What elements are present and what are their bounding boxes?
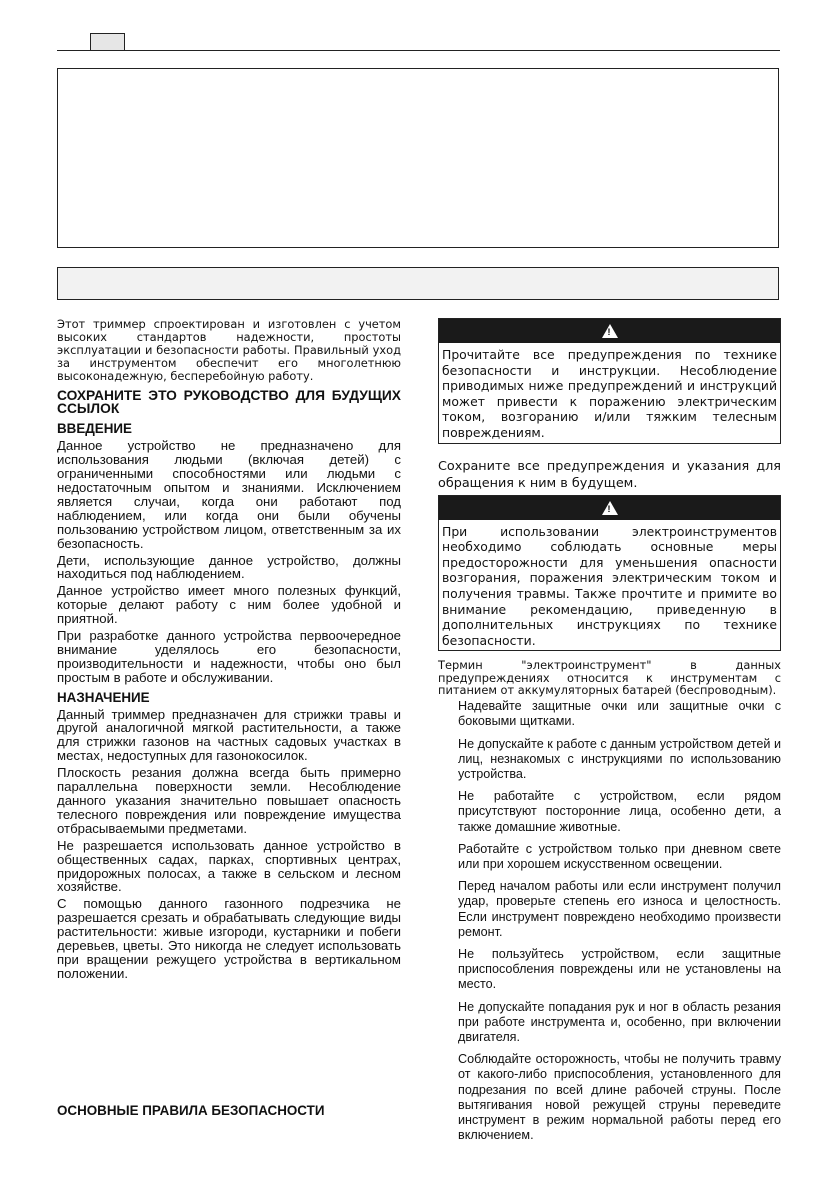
warning-box-1 (438, 318, 781, 444)
intro-paragraph: При разработке данного устройства первоочередное внимание уделялось его безопасности, производительности и надежности, чтобы оно был простым в работе и обслуживании. (57, 628, 401, 685)
term-note: Термин "электроинструмент" в данных предупреждениях относится к инструментам с питанием от аккумуляторных батарей (беспроводным). (438, 658, 781, 697)
intro-paragraph: Данное устройство не предназначено для использования людьми (включая детей) с ограниченными способностями или людьми с недостаточным опытом и знаниями. Исключением является случаи, когда они работают под наблюдением, или когда они были обучены пользованию устройством лицом, ответственным за их безопасность. (57, 438, 401, 551)
list-item: Не допускайте попадания рук и ног в область резания при работе инструмента и, особенно, при включении двигателя. (458, 999, 781, 1045)
list-item: Не работайте с устройством, если рядом присутствуют посторонние лица, особенно дети, а также домашние животные. (458, 789, 781, 834)
left-column (57, 318, 401, 984)
purpose-heading: НАЗНАЧЕНИЕ (57, 689, 150, 705)
save-manual-heading: СОХРАНИТЕ ЭТО РУКОВОДСТВО ДЛЯ БУДУЩИХ ССЫЛОК (57, 387, 401, 417)
purpose-paragraph: Плоскость резания должна всегда быть примерно параллельна поверхности земли. Несоблюдение данного указания значительно повышает опасность телесного повреждения или повреждение имущества отбрасываемыми предметами. (57, 765, 401, 836)
purpose-paragraph: Данный триммер предназначен для стрижки травы и другой аналогичной мягкой растительности, а также для стрижки газонов на частных садовых участках в местах, недоступных для газонокосилок. (57, 706, 401, 764)
warning-text-2: При использовании электроинструментов необходимо соблюдать основные меры предосторожности для уменьшения опасности возгорания, поражения электрическим током и получения травмы. Также прочтите и примите во внимание рекомендацию, приведенную в дополнительных инструкциях по технике безопасности. (442, 523, 777, 648)
list-item: Перед началом работы или если инструмент получил удар, проверьте степень его износа и целостность. Если инструмент повреждено необходимо произвести ремонт. (458, 879, 781, 939)
intro-text: Этот триммер спроектирован и изготовлен с учетом высоких стандартов надежности, простоты эксплуатации и безопасности работы. Правильный уход за инструментом обеспечит его многолетнюю высоконадежную, бесперебойную работу. (57, 317, 401, 383)
purpose-paragraph: Не разрешается использовать данное устройство в общественных садах, парках, спортивных центрах, придорожных полосах, а также в сельском и лесном хозяйстве. (57, 837, 401, 895)
list-item: Не допускайте к работе с данным устройством детей и лиц, незнакомых с инструкциями по использованию устройства. (458, 736, 781, 782)
safety-rules-list (438, 699, 781, 1143)
intro-frame (57, 68, 779, 248)
list-item: Не пользуйтесь устройством, если защитные приспособления повреждены или не установлены на место. (458, 947, 781, 992)
warning-triangle-icon: ! (602, 501, 618, 515)
introduction-heading: ВВЕДЕНИЕ (57, 421, 132, 437)
save-warnings-text: Сохраните все предупреждения и указания для обращения к ним в будущем. (438, 458, 781, 491)
list-item: Работайте с устройством только при дневном свете или при хорошем искусственном освещении. (458, 841, 781, 872)
warning-box-2 (438, 495, 781, 652)
warning-triangle-icon: ! (602, 324, 618, 338)
section-title-bar (57, 267, 779, 300)
intro-paragraph: Данное устройство имеет много полезных функций, которые делают работу с ним более удобной и приятной. (57, 583, 401, 627)
list-item: Надевайте защитные очки или защитные очки с боковыми щитками. (458, 699, 781, 729)
right-column (438, 318, 781, 1150)
page-number-tab (90, 33, 125, 51)
warning-text-1: Прочитайте все предупреждения по технике безопасности и инструкции. Несоблюдение приводимых ниже предупреждений и инструкций может привести к поражению электрическим током, возгоранию и/или тяжким телесным повреждениям. (442, 347, 777, 440)
purpose-paragraph: С помощью данного газонного подрезчика не разрешается срезать и обрабатывать следующие виды растительности: живые изгороди, кустарники и побеги деревьев, цветы. Это никогда не следует использовать при вращении режущего устройства в вертикальном положении. (57, 896, 401, 981)
list-item: Соблюдайте осторожность, чтобы не получить травму от какого-либо приспособления, установленного для подрезания по всей длине рабочей струны. После вытягивания новой режущей струны переведите инструмент в режим нормальной работы перед его включением. (458, 1052, 781, 1143)
intro-paragraph: Дети, использующие данное устройство, должны находиться под наблюдением. (57, 552, 401, 582)
header-rule (57, 50, 780, 51)
safety-rules-heading: ОСНОВНЫЕ ПРАВИЛА БЕЗОПАСНОСТИ (57, 1103, 325, 1118)
warning-bar (439, 496, 780, 520)
warning-bar (439, 319, 780, 343)
